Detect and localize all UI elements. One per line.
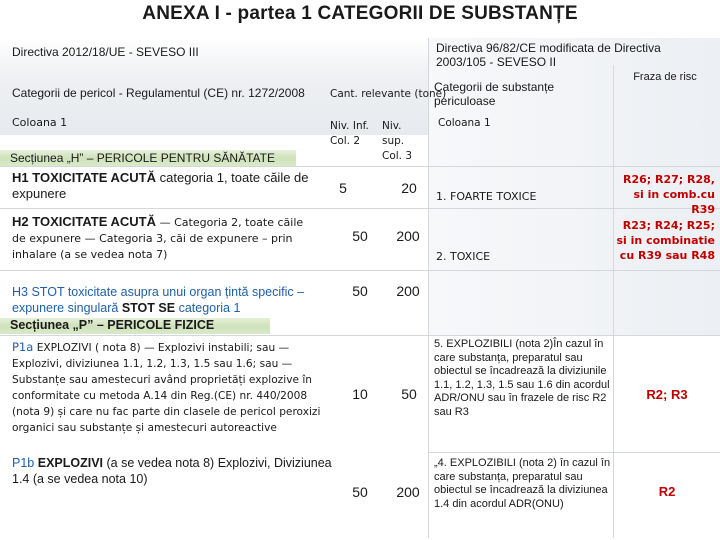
p1a-lower-qty: 10 (352, 386, 368, 402)
lower-level-label: Niv. Inf. Col. 2 (330, 120, 369, 147)
p1a-risk: R2; R3 (646, 387, 688, 402)
section-h-title: Secțiunea „H” – PERICOLE PENTRU SĂNĂTATE (10, 151, 275, 165)
risk-phrase-label: Fraza de risc (633, 71, 697, 83)
row-divider (428, 452, 720, 453)
h3-text-b: categoria 1 (178, 301, 241, 315)
h1-risk: R26; R27; R28, si in comb.cu R39 (623, 173, 715, 216)
h3-stot-se: STOT SE (121, 301, 176, 315)
p1b-description (12, 455, 332, 487)
h2-code: H2 (12, 214, 29, 229)
p1a-text: EXPLOZIVI ( nota 8) — Explozivi instabili; sau — Explozivi, diviziunea 1.1, 1.2, 1.3, 1.5 sau 1.6; sau — Substanțe sau amestecuri având proprietăți explozive în conformitate cu metoda A.14 din Reg.(CE) nr. 440/2008 (nota 9) și care nu fac parte din clasele de pericol peroxizi organici sau substanțe și amestecuri autoreactive (12, 342, 321, 434)
h1-title: TOXICITATE ACUTĂ (32, 170, 156, 185)
h3-text-a: STOT toxicitate asupra unui organ țintă specific – expunere singulară (12, 285, 305, 315)
h2-lower-qty: 50 (352, 228, 368, 244)
h2-risk: R23; R24; R25; si in combinatie cu R39 sau R48 (616, 219, 715, 262)
directive-left: Directiva 2012/18/UE - SEVESO III (12, 45, 199, 59)
row-divider (0, 166, 720, 167)
h2-description (12, 214, 332, 263)
page-title: ANEXA I - partea 1 CATEGORII DE SUBSTANȚE (142, 3, 578, 24)
p1a-code: P1a (12, 340, 34, 354)
h1-lower-qty: 5 (339, 180, 347, 196)
p1b-risk: R2 (658, 484, 676, 499)
h3-lower-qty: 50 (352, 283, 368, 299)
directive-right: Directiva 96/82/CE modificata de Directiva 2003/105 - SEVESO II (436, 41, 661, 69)
p1b-text: (a se vedea nota 8) Explozivi, Diviziunea 1.4 (a se vedea nota 10) (12, 456, 332, 486)
h2-text-a: — Categoria 2, toate căile (159, 216, 304, 229)
h2-category: 2. TOXICE (436, 250, 491, 263)
row-divider (0, 335, 720, 336)
p1b-category: „4. EXPLOZIBILI (nota 2) în cazul în care substanța, preparatul sau obiectul se încadrează la diviziunea 1.4 din acordul ADR(ONU) (434, 457, 611, 510)
h3-description (12, 284, 334, 316)
p1a-description (12, 339, 324, 436)
p1a-category: 5. EXPLOZIBILI (nota 2)În cazul în care substanța, preparatul sau obiectul se încadrează la diviziunile 1.1, 1.2, 1.3, 1.5 sau 1.6 din acordul ADR/ONU sau în frazele de risc R2 sau R3 (434, 338, 610, 418)
column1-left-label: Coloana 1 (12, 116, 68, 129)
p1a-upper-qty: 50 (401, 386, 417, 402)
h2-text-b: de expunere — Categoria 3, căi de expunere – prin inhalare (a se vedea nota 7) (12, 232, 293, 261)
p1b-upper-qty: 200 (396, 484, 420, 500)
section-p-title: Secțiunea „P” – PERICOLE FIZICE (10, 318, 215, 332)
p1b-lower-qty: 50 (352, 484, 368, 500)
row-divider (0, 270, 720, 271)
hazard-categories-label: Categorii de pericol - Regulamentul (CE) nr. 1272/2008 (12, 86, 305, 100)
p1b-code: P1b (12, 456, 35, 470)
h1-text: categoria 1, toate căile de expunere (12, 170, 309, 201)
column-divider (428, 38, 429, 538)
upper-level-label: Niv. sup. Col. 3 (382, 120, 413, 162)
qty-relevant-label: Cant. relevante (tone) (330, 88, 447, 100)
h1-upper-qty: 20 (401, 180, 417, 196)
substance-categories-label: Categorii de substanțe periculoase (434, 80, 555, 108)
h1-description (12, 170, 332, 202)
column1-right-label: Coloana 1 (438, 117, 491, 129)
h3-code: H3 (12, 285, 28, 299)
h1-category: 1. FOARTE TOXICE (436, 190, 537, 203)
h3-upper-qty: 200 (396, 283, 420, 299)
h1-code: H1 (12, 170, 29, 185)
p1b-title: EXPLOZIVI (37, 456, 104, 470)
h2-upper-qty: 200 (396, 228, 420, 244)
h2-title: TOXICITATE ACUTĂ (32, 214, 156, 229)
